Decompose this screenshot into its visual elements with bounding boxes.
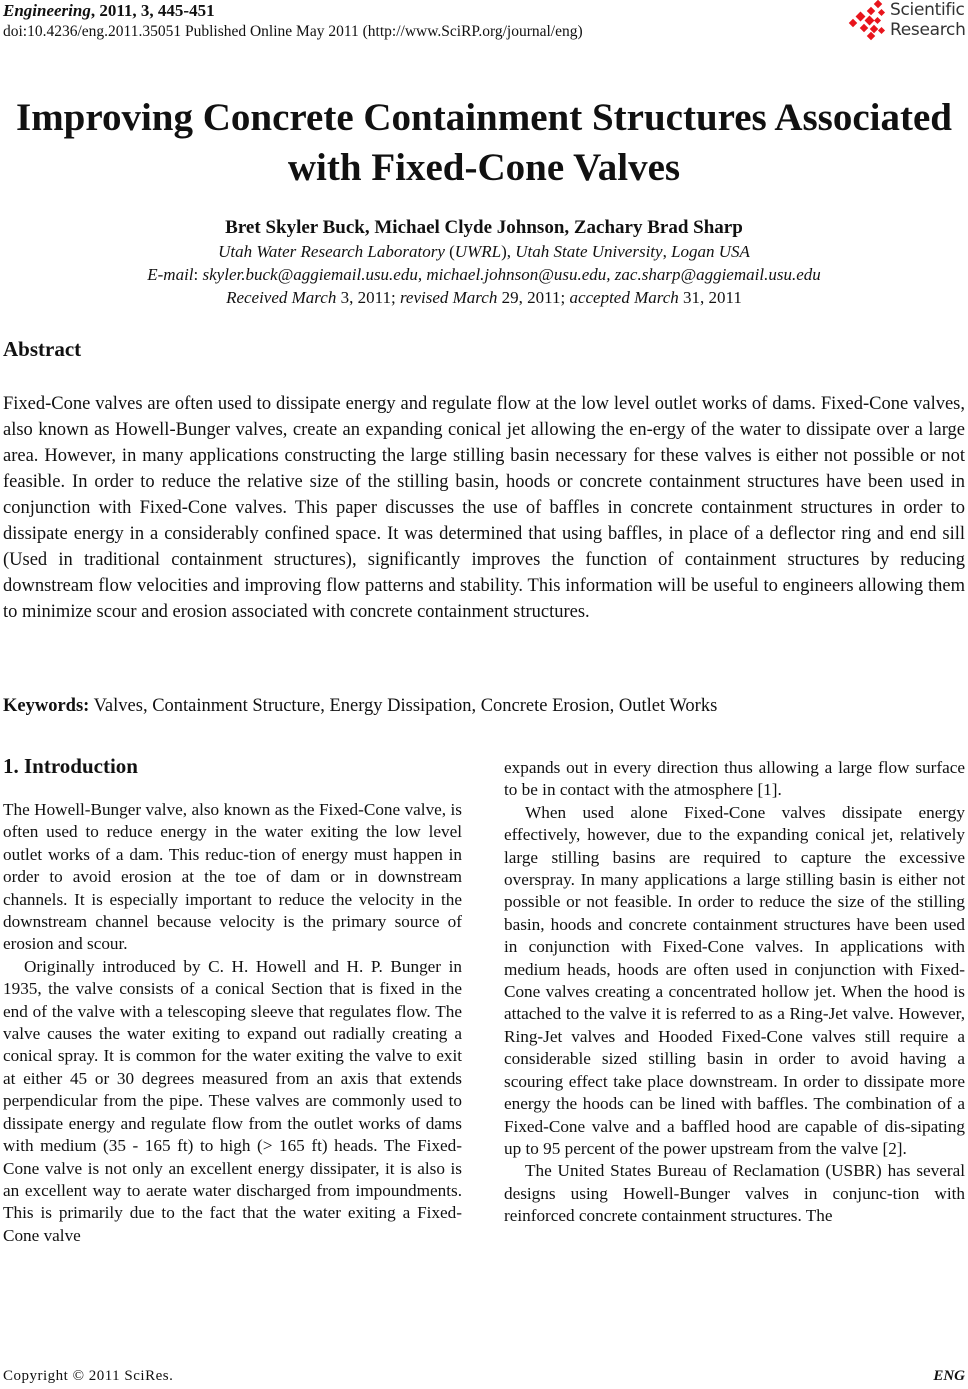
accepted-date: 31, 2011 — [678, 288, 742, 307]
intro-paragraph: When used alone Fixed-Cone valves dissipate energy effectively, however, due to the expanding conical jet, relatively large stilling basins are required to capture the excessive overspray. In many applications a large stilling basin is either not possible or not feasible. In order to reduce the size of the stilling basin, hoods and concrete containment structures have been used in conjunction with Fixed-Cone valves. In applications with medium heads, hoods are often used in conjunction with Fixed-Cone valves creating a concentrated hollow jet. When the hood is attached to the valve it is referred to as a Ring-Jet valve. However, Ring-Jet valves and Hooded Fixed-Cone valves still require a considerable sized stilling basin in order to avoid having a scouring effect take place downstream. In order to dissipate more energy the hoods can be lined with baffles. The combination of a Fixed-Cone valve and a baffled hood are capable of dis-sipating up to 95 percent of the power upstream from the valve [2]. — [504, 802, 965, 1158]
keywords-value: Valves, Containment Structure, Energy Dissipation, Concrete Erosion, Outlet Works — [89, 696, 718, 716]
intro-paragraph: expands out in every direction thus allowing a large flow surface to be in contact with the atmosphere [1]. — [504, 758, 965, 800]
keywords-label: Keywords: — [3, 696, 90, 716]
revised-label: revised March — [399, 288, 498, 307]
journal-name: Engineering — [3, 1, 91, 20]
abstract-text: Fixed-Cone valves are often used to dissipate energy and regulate flow at the low level outlet works of dams. Fixed-Cone valves, also known as Howell-Bunger valves, create an expanding conical jet allowing the en-ergy of the water to dissipate over a large area. However, in many applications constructing the large stilling basin necessary for these valves is either not possible or not feasible. In order to reduce the relative size of the stilling basin, hoods or concrete containment structures have been used in conjunction with Fixed-Cone valves. This paper discusses the use of baffles in concrete containment structures in order to dissipate energy in a considerably confined space. It was determined that using baffles, in place of a deflector ring and end sill (Used in traditional containment structures), significantly improves the function of containment structures by reducing downstream flow velocities and improving flow patterns and stability. This information will be useful to engineers allowing them to minimize scour and erosion associated with concrete containment structures. — [3, 394, 965, 622]
intro-paragraph: The United States Bureau of Reclamation (USBR) has several designs using Howell-Bunger valves in conjunc-tion with reinforced concrete containment structures. The — [504, 1161, 965, 1226]
revised-date: 29, 2011; — [497, 288, 570, 307]
email-line: E-mail: skyler.buck@aggiemail.usu.edu, michael.johnson@usu.edu, zac.sharp@aggiemail.usu.edu — [147, 265, 821, 284]
diamond-cluster-icon — [848, 0, 890, 42]
affiliation-university: Utah State University — [515, 242, 663, 261]
received-date: 3, 2011; — [336, 288, 400, 307]
keywords — [3, 693, 717, 719]
abstract-heading: Abstract — [3, 337, 82, 361]
left-column — [3, 799, 462, 1247]
affiliation: Utah Water Research Laboratory (UWRL), Utah State University, Logan USA — [218, 242, 750, 261]
logo-line-research: Research — [890, 20, 966, 40]
logo-line-scientific: Scientific — [890, 0, 965, 20]
intro-paragraph: The Howell-Bunger valve, also known as the Fixed-Cone valve, is often used to reduce energy in the water exiting the low level outlet works of a dam. This reduc-tion of energy must happen in order to avoid erosion at the toe of dam or in downstream channels. It is especially important to reduce the velocity in the downstream channel because velocity is the primary source of erosion and scour. — [3, 800, 462, 954]
doi-line[interactable]: doi:10.4236/eng.2011.35051 Published Online May 2011 (http://www.SciRP.org/journal/eng) — [3, 23, 583, 40]
intro-paragraph: Originally introduced by C. H. Howell and H. P. Bunger in 1935, the valve consists of a conical Section that is fixed in the end of the valve with a telescoping sleeve that regulates flow. The valve causes the water exiting to expand out radially creating a conical spray. It is common for the water exiting the valve to exit at either 45 or 30 degrees measured from an axis that extends perpendicular from the pipe. These valves are commonly used to dissipate energy and regulate flow from the outlet works of dams with medium (35 - 165 ft) to high (> 165 ft) heads. The Fixed-Cone valve is not only an excellent energy dissipater, it is also is an excellent way to aerate water discharged from impoundments. This is primarily due to the fact that the water exiting a Fixed-Cone valve — [3, 956, 462, 1245]
affiliation-lab-abbr: UWRL — [454, 242, 502, 261]
publication-dates — [0, 286, 968, 310]
paper-title — [0, 93, 968, 193]
section-heading-introduction: 1. Introduction — [3, 754, 138, 778]
journal-citation — [3, 1, 215, 21]
title-line-2: with Fixed-Cone Valves — [287, 146, 681, 189]
email-label: E-mail — [147, 265, 194, 284]
authors: Bret Skyler Buck, Michael Clyde Johnson, Zachary Brad Sharp — [225, 217, 743, 238]
email-addresses[interactable]: skyler.buck@aggiemail.usu.edu, michael.johnson@usu.edu, zac.sharp@aggiemail.usu.edu — [202, 265, 821, 284]
journal-volume-pages: , 2011, 3, 445-451 — [90, 1, 215, 20]
received-label: Received March — [226, 288, 337, 307]
affiliation-lab: Utah Water Research Laboratory — [218, 242, 445, 261]
right-column — [504, 757, 965, 1228]
scientific-research-logo[interactable] — [848, 0, 968, 44]
affiliation-location: Logan USA — [671, 242, 750, 261]
title-line-1: Improving Concrete Containment Structures Associated — [16, 96, 952, 139]
journal-abbreviation: ENG — [933, 1368, 965, 1384]
logo-text — [890, 0, 966, 40]
accepted-label: accepted March — [569, 288, 679, 307]
copyright-notice: Copyright © 2011 SciRes. — [3, 1368, 174, 1384]
